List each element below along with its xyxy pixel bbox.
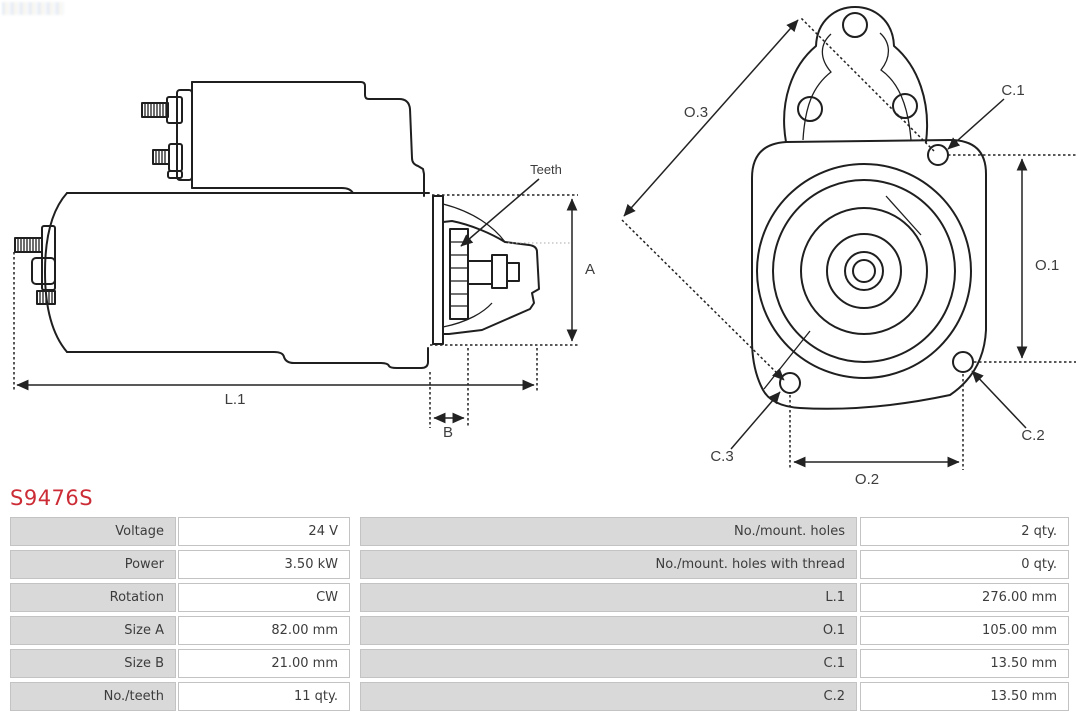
table-row bbox=[10, 583, 1069, 612]
spec-label: Size B bbox=[10, 649, 176, 678]
spec-value: 2 qty. bbox=[860, 517, 1069, 546]
spec-label: C.1 bbox=[360, 649, 857, 678]
mounting-holes bbox=[780, 145, 973, 393]
dimension-b bbox=[430, 348, 468, 441]
table-row bbox=[10, 550, 1069, 579]
dimension-o3-label: O.3 bbox=[683, 104, 709, 121]
spec-value: 13.50 mm bbox=[860, 649, 1069, 678]
part-number: S9476S bbox=[10, 486, 94, 510]
side-view bbox=[14, 82, 595, 441]
spec-label: Size A bbox=[10, 616, 176, 645]
dimension-o1 bbox=[948, 155, 1076, 362]
spec-value: 105.00 mm bbox=[860, 616, 1069, 645]
specification-table bbox=[10, 517, 1069, 715]
spec-label: Voltage bbox=[10, 517, 176, 546]
dimension-l1-label: L.1 bbox=[224, 391, 246, 408]
spec-value: 13.50 mm bbox=[860, 682, 1069, 711]
spec-value: 276.00 mm bbox=[860, 583, 1069, 612]
spec-label: No./teeth bbox=[10, 682, 176, 711]
table-row bbox=[10, 616, 1069, 645]
motor-body bbox=[45, 193, 429, 368]
spec-value: CW bbox=[178, 583, 350, 612]
spec-label: Power bbox=[10, 550, 176, 579]
spec-label: No./mount. holes bbox=[360, 517, 857, 546]
teeth-label: Teeth bbox=[530, 162, 562, 177]
spec-value: 21.00 mm bbox=[178, 649, 350, 678]
solenoid bbox=[142, 82, 424, 196]
table-row bbox=[10, 682, 1069, 711]
spec-value: 24 V bbox=[178, 517, 350, 546]
dimension-a-label: A bbox=[585, 261, 596, 278]
table-row bbox=[10, 649, 1069, 678]
spec-value: 0 qty. bbox=[860, 550, 1069, 579]
front-view bbox=[622, 7, 1076, 486]
dimension-b-label: B bbox=[442, 424, 454, 441]
callout-c2 bbox=[972, 371, 1045, 444]
motor-face-circles bbox=[757, 164, 971, 389]
dimension-a bbox=[430, 195, 595, 345]
dimension-o3 bbox=[622, 17, 934, 380]
spec-value: 11 qty. bbox=[178, 682, 350, 711]
drive-end-housing bbox=[433, 196, 539, 344]
callout-c1-label: C.1 bbox=[1001, 82, 1025, 99]
spec-value: 82.00 mm bbox=[178, 616, 350, 645]
dimension-o1-label: O.1 bbox=[1035, 257, 1060, 274]
callout-c3 bbox=[710, 392, 780, 465]
teeth-callout bbox=[461, 162, 562, 246]
spec-label: C.2 bbox=[360, 682, 857, 711]
spec-label: O.1 bbox=[360, 616, 857, 645]
spec-label: L.1 bbox=[360, 583, 857, 612]
battery-terminal-studs bbox=[15, 226, 55, 304]
dimension-o2-label: O.2 bbox=[854, 471, 880, 486]
callout-c2-label: C.2 bbox=[1021, 427, 1045, 444]
dimension-o2 bbox=[790, 374, 963, 486]
spec-label: Rotation bbox=[10, 583, 176, 612]
callout-c3-label: C.3 bbox=[710, 448, 734, 465]
table-row bbox=[10, 517, 1069, 546]
spec-value: 3.50 kW bbox=[178, 550, 350, 579]
dimension-l1 bbox=[14, 252, 537, 408]
callout-c1 bbox=[948, 82, 1025, 149]
spec-label: No./mount. holes with thread bbox=[360, 550, 857, 579]
